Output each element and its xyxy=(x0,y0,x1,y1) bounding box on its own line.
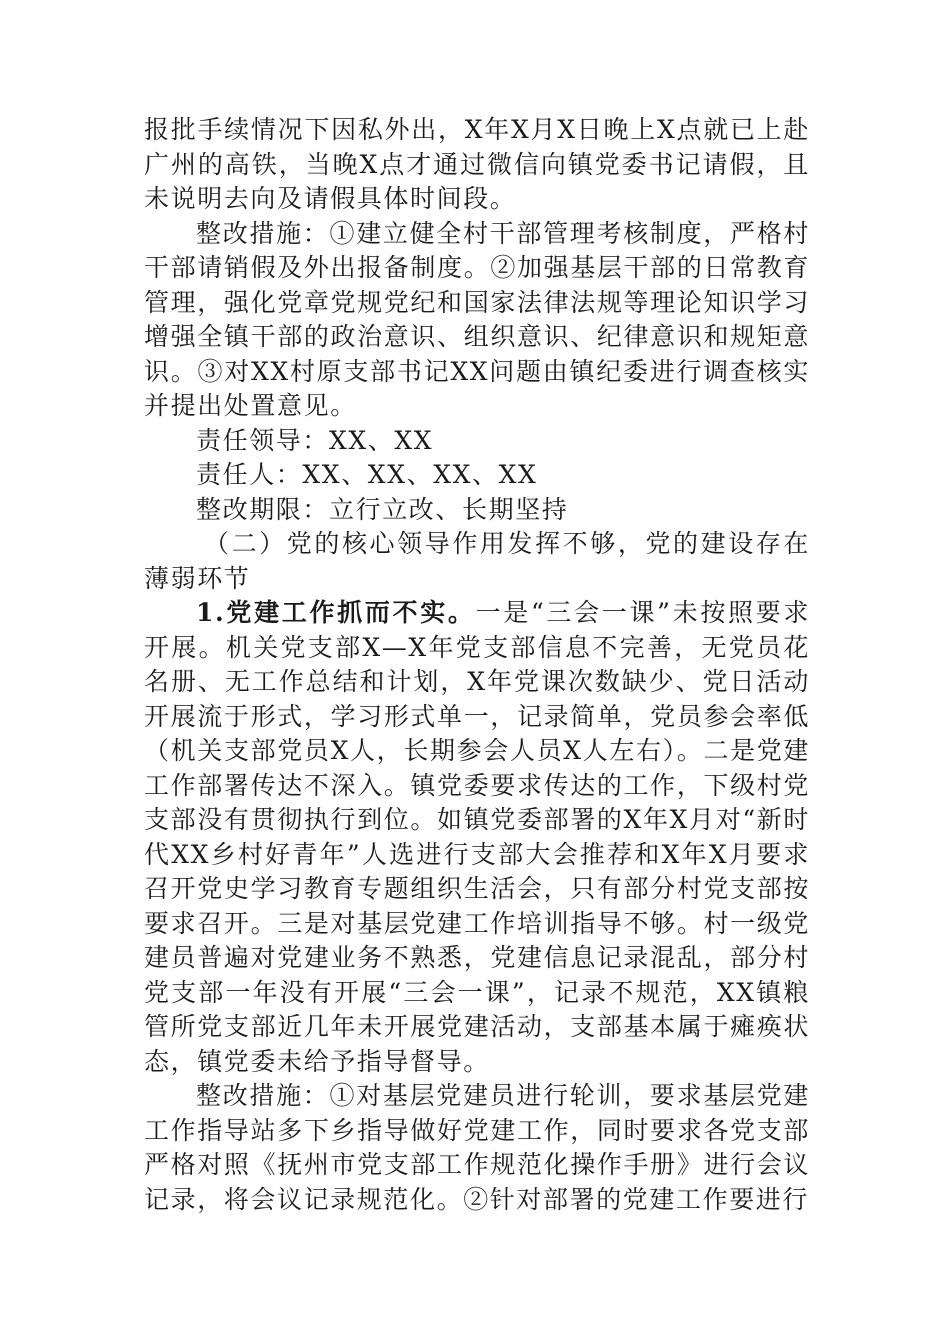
paragraph-responsible-leaders: 责任领导：XX、XX xyxy=(196,425,434,455)
section-heading-2: （二）党的核心领导作用发挥不够，党的建设存在薄弱环节 xyxy=(144,529,810,593)
paragraph-responsible-persons: 责任人：XX、XX、XX、XX xyxy=(196,460,538,489)
document-page xyxy=(144,113,810,1217)
issue-body-text: 一是“三会一课”未按照要求开展。机关党支部X—X年党支部信息不完善，无党员花名册、无工作总结和计划，X年党课次数缺少、党日活动开展流于形式，学习形式单一，记录简单，党员参会率低（机关支部党员X人，长期参会人员X人左右）。二是党建工作部署传达不深入。镇党委要求传达的工作，下级村党支部没有贯彻执行到位。如镇党委部署的X年X月对“新时代XX乡村好青年”人选进行支部大会推荐和X年X月要求召开党史学习教育专题组织生活会，只有部分村党支部按要求召开。三是对基层党建工作培训指导不够。村一级党建员普遍对党建业务不熟悉，党建信息记录混乱，部分村党支部一年没有开展“三会一课”，记录不规范，XX镇粮管所党支部近几年未开展党建活动，支部基本属于瘫痪状态，镇党委未给予指导督导。 xyxy=(144,598,810,1076)
paragraph-rectification-deadline: 整改期限：立行立改、长期坚持 xyxy=(196,494,569,524)
paragraph-party-building-issue xyxy=(144,596,810,1079)
paragraph-leave-violation: 报批手续情况下因私外出，X年X月X日晚上X点就已上赴广州的高铁，当晚X点才通过微信向镇党委书记请假，且未说明去向及请假具体时间段。 xyxy=(144,115,810,213)
issue-lead-title: 1.党建工作抓而不实。 xyxy=(196,598,476,627)
paragraph-rectification-measures-1: 整改措施：①建立健全村干部管理考核制度，严格村干部请销假及外出报备制度。②加强基层干部的日常教育管理，强化党章党规党纪和国家法律法规等理论知识学习增强全镇干部的政治意识、组织意识、纪律意识和规矩意识。③对XX村原支部书记XX问题由镇纪委进行调查核实并提出处置意见。 xyxy=(144,218,810,420)
paragraph-rectification-measures-2: 整改措施：①对基层党建员进行轮训，要求基层党建工作指导站多下乡指导做好党建工作，同时要求各党支部严格对照《抚州市党支部工作规范化操作手册》进行会议记录，将会议记录规范化。②针对部署的党建工作要进行 xyxy=(144,1081,810,1214)
